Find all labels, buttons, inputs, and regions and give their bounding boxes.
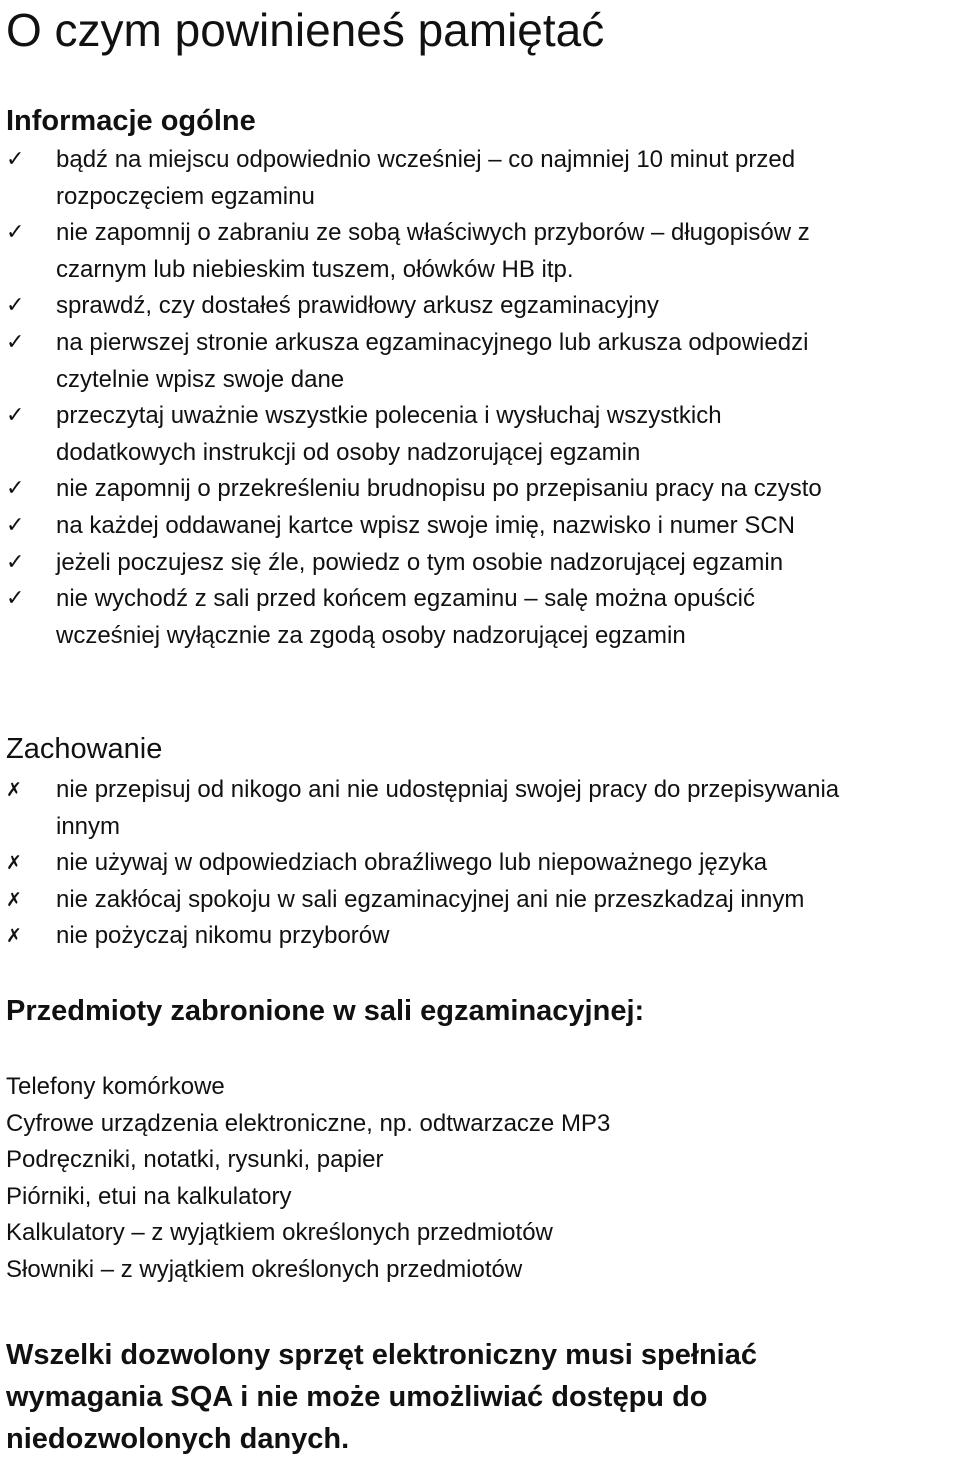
- list-item-text: innym: [56, 812, 121, 840]
- general-info-list: [0, 142, 936, 654]
- list-item: Podręczniki, notatki, rysunki, papier: [6, 1146, 384, 1174]
- list-item: [0, 545, 936, 582]
- checkmark-icon: ✓: [6, 476, 25, 502]
- list-item: [0, 772, 936, 845]
- checkmark-icon: ✓: [6, 220, 25, 246]
- list-item: Cyfrowe urządzenia elektroniczne, np. odtwarzacze MP3: [6, 1109, 611, 1137]
- final-note: Wszelki dozwolony sprzęt elektroniczny musi spełniać wymagania SQA i nie może umożliwiać dostępu do niedozwolonych danych.: [6, 1339, 757, 1455]
- list-item-text: na pierwszej stronie arkusza egzaminacyjnego lub arkusza odpowiedzi: [56, 328, 809, 356]
- list-item-text: czytelnie wpisz swoje dane: [56, 365, 345, 393]
- checkmark-icon: ✓: [6, 512, 25, 538]
- list-item-text: nie zakłócaj spokoju w sali egzaminacyjnej ani nie przeszkadzaj innym: [56, 885, 805, 913]
- list-item: Telefony komórkowe: [6, 1073, 225, 1100]
- list-item: [0, 918, 936, 955]
- list-item-text: czarnym lub niebieskim tuszem, ołówków HB itp.: [56, 255, 574, 283]
- list-item: [0, 882, 936, 919]
- section-heading-behaviour: Zachowanie: [6, 733, 163, 765]
- list-item-text: jeżeli poczujesz się źle, powiedz o tym osobie nadzorującej egzamin: [56, 548, 784, 576]
- list-item: [0, 288, 936, 325]
- list-item-text: bądź na miejscu odpowiednio wcześniej – co najmniej 10 minut przed: [56, 146, 796, 173]
- list-item-text: nie pożyczaj nikomu przyborów: [56, 922, 390, 950]
- checkmark-icon: ✓: [6, 586, 25, 612]
- checkmark-icon: ✓: [6, 549, 25, 575]
- list-item: Piórniki, etui na kalkulatory: [6, 1182, 292, 1210]
- list-item: [0, 508, 936, 545]
- list-item-text: dodatkowych instrukcji od osoby nadzorującej egzamin: [56, 438, 641, 466]
- cross-icon: ✗: [6, 925, 22, 948]
- list-item-text: sprawdź, czy dostałeś prawidłowy arkusz egzaminacyjny: [56, 292, 659, 320]
- list-item: [0, 471, 936, 508]
- section-heading-general: Informacje ogólne: [6, 105, 256, 137]
- list-item-text: nie zapomnij o zabraniu ze sobą właściwych przyborów – długopisów z: [56, 219, 810, 247]
- forbidden-items-list: [6, 1069, 610, 1289]
- list-item-text: nie używaj w odpowiedziach obraźliwego lub niepoważnego języka: [56, 849, 768, 877]
- cross-icon: ✗: [6, 779, 22, 801]
- list-item-text: nie zapomnij o przekreśleniu brudnopisu po przepisaniu pracy na czysto: [56, 475, 822, 503]
- list-item: Kalkulatory – z wyjątkiem określonych przedmiotów: [6, 1219, 553, 1247]
- list-item-text: przeczytaj uważnie wszystkie polecenia i wysłuchaj wszystkich: [56, 402, 722, 430]
- list-item-text: na każdej oddawanej kartce wpisz swoje imię, nazwisko i numer SCN: [56, 511, 795, 539]
- list-item: [0, 398, 936, 471]
- list-item-text: nie wychodź z sali przed końcem egzaminu – salę można opuścić: [56, 585, 756, 613]
- cross-icon: ✗: [6, 888, 22, 911]
- list-item: [0, 142, 936, 215]
- list-item-text: wcześniej wyłącznie za zgodą osoby nadzorującej egzamin: [56, 621, 686, 649]
- list-item: [0, 325, 936, 398]
- section-heading-forbidden: Przedmioty zabronione w sali egzaminacyjnej:: [6, 995, 645, 1027]
- list-item: [0, 215, 936, 288]
- list-item-text: nie przepisuj od nikogo ani nie udostępniaj swojej pracy do przepisywania: [56, 776, 840, 803]
- list-item: [0, 581, 936, 654]
- checkmark-icon: ✓: [6, 329, 25, 355]
- page-title: O czym powinieneś pamiętać: [6, 4, 605, 56]
- checkmark-icon: ✓: [6, 403, 25, 429]
- list-item-text: rozpoczęciem egzaminu: [56, 182, 315, 210]
- cross-icon: ✗: [6, 852, 22, 875]
- behaviour-list: [0, 772, 936, 955]
- checkmark-icon: ✓: [6, 147, 25, 172]
- checkmark-icon: ✓: [6, 293, 25, 319]
- list-item: Słowniki – z wyjątkiem określonych przedmiotów: [6, 1255, 523, 1283]
- list-item: [0, 845, 936, 882]
